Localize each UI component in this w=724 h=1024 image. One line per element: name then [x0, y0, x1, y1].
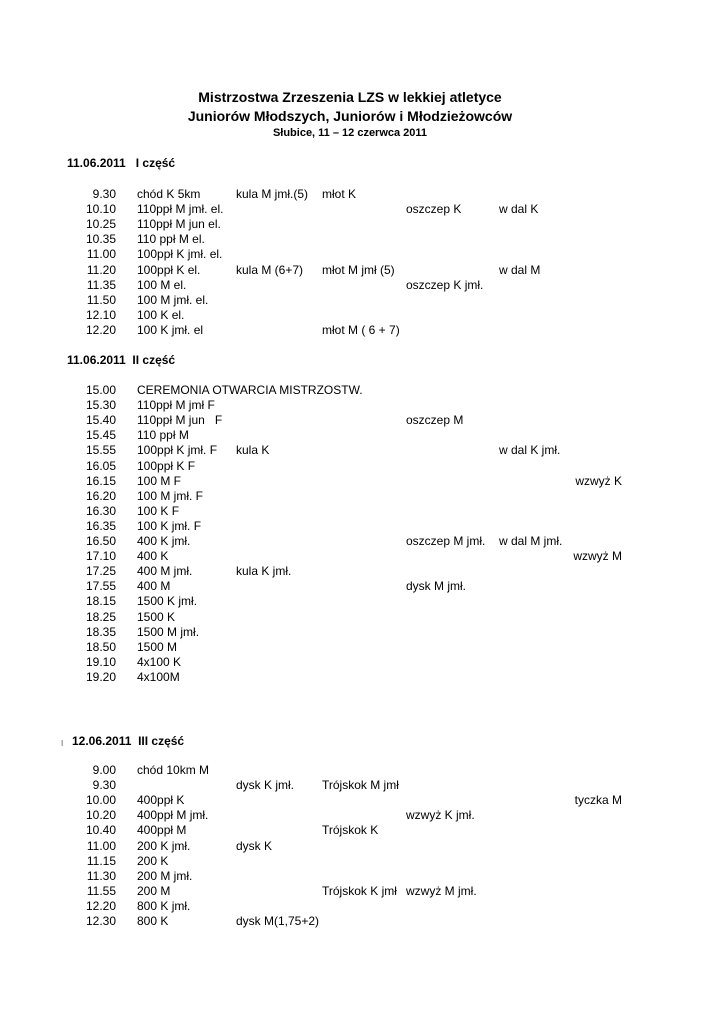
- schedule-row: [0, 413, 724, 428]
- time: 19.10: [85, 654, 116, 669]
- event-col-1: 1500 K: [137, 609, 176, 624]
- event-col-6: wzwyż M: [573, 549, 622, 564]
- schedule-row: [0, 398, 724, 413]
- event-col-2: dysk M(1,75+2): [236, 914, 320, 928]
- schedule-row: [0, 459, 724, 474]
- schedule-row: [0, 278, 724, 293]
- event-col-1: 200 M: [137, 883, 171, 898]
- event-col-2: kula M jmł.(5): [236, 187, 309, 201]
- event-col-1: CEREMONIA OTWARCIA MISTRZOSTW.: [137, 383, 363, 397]
- event-col-1: 100ppł K jmł. el.: [137, 247, 223, 262]
- event-col-1: 4x100 K: [137, 654, 182, 669]
- time: 11.15: [86, 853, 116, 868]
- event-col-1: 400ppł M jmł.: [137, 808, 209, 823]
- time: 17.55: [85, 579, 116, 594]
- event-col-1: 100 M jmł. F: [137, 488, 204, 503]
- time: 11.00: [86, 247, 116, 262]
- event-col-5: w dal K: [499, 202, 539, 217]
- time: 16.15: [85, 473, 116, 488]
- event-col-1: 100 M F: [137, 473, 182, 488]
- schedule-row: [0, 489, 724, 504]
- time: 16.20: [85, 488, 116, 503]
- section-title: 11.06.2011 I część: [67, 156, 176, 170]
- schedule-row: [0, 793, 724, 808]
- event-col-1: 100 K jmł. el: [137, 322, 204, 337]
- time: 11.30: [86, 868, 116, 883]
- event-col-4: wzwyż K jmł.: [406, 808, 475, 823]
- time: 12.30: [85, 914, 116, 928]
- event-col-2: kula K: [236, 443, 270, 458]
- time: 9.30: [92, 778, 116, 793]
- time: 16.50: [85, 534, 116, 548]
- schedule-row: [0, 823, 724, 838]
- event-col-1: 110ppł M jun F: [137, 413, 223, 428]
- event-col-1: 200 K jmł.: [137, 838, 191, 853]
- event-col-3: młot M ( 6 + 7): [322, 322, 400, 337]
- time: 15.30: [85, 398, 116, 413]
- time: 18.15: [85, 594, 116, 609]
- event-col-1: 4x100M: [137, 669, 180, 684]
- event-col-1: 400 K: [137, 549, 169, 564]
- event-col-1: 110ppł M jmł. el.: [137, 202, 224, 217]
- time: 12.10: [85, 307, 116, 322]
- schedule-row: [0, 428, 724, 443]
- schedule-row: [0, 854, 724, 869]
- time: 12.20: [85, 322, 116, 337]
- schedule-row: [0, 263, 724, 278]
- schedule-row: [0, 899, 724, 914]
- time: 11.55: [86, 883, 116, 898]
- time: 15.40: [85, 413, 116, 428]
- event-col-1: 800 K: [137, 914, 169, 928]
- time: 10.00: [85, 793, 116, 808]
- event-col-1: 400ppł M: [137, 823, 187, 838]
- schedule-row: [0, 808, 724, 823]
- event-col-3: młot M jmł (5): [322, 262, 395, 277]
- schedule-row: [0, 579, 724, 594]
- event-col-1: 100ppł K F: [137, 458, 196, 473]
- document-subtitle: Słubice, 11 – 12 czerwca 2011: [272, 127, 428, 139]
- schedule-row: [0, 217, 724, 232]
- time: 16.05: [85, 458, 116, 473]
- event-col-1: 110ppł M jun el.: [137, 217, 221, 232]
- schedule-row: [0, 474, 724, 489]
- event-col-1: 400 K jmł.: [137, 534, 191, 548]
- event-col-2: dysk K jmł.: [236, 778, 295, 793]
- event-col-1: 110ppł M jmł F: [137, 398, 215, 413]
- event-col-1: 200 M jmł.: [137, 868, 193, 883]
- time: 16.35: [85, 518, 116, 533]
- event-col-3: Trójskok K: [322, 823, 379, 838]
- time: 15.00: [85, 383, 116, 397]
- event-col-2: dysk K: [236, 838, 273, 853]
- event-col-1: 1500 K jmł.: [137, 594, 198, 609]
- event-col-1: 100ppł K jmł. F: [137, 443, 218, 458]
- schedule-row: [0, 655, 724, 670]
- event-col-5: w dal M: [499, 262, 541, 277]
- time: 10.10: [85, 202, 116, 217]
- time: 16.30: [85, 503, 116, 518]
- schedule-row: [0, 504, 724, 519]
- schedule-row: [0, 519, 724, 534]
- event-col-3: młot K: [322, 187, 357, 201]
- event-col-3: Trójskok K jmł: [322, 883, 397, 898]
- time: 15.55: [85, 443, 116, 458]
- schedule-row: [0, 763, 724, 778]
- schedule-row: [0, 187, 724, 202]
- schedule-row: [0, 778, 724, 793]
- schedule-row: [0, 549, 724, 564]
- event-col-4: oszczep M jmł.: [406, 534, 486, 548]
- schedule-row: [0, 670, 724, 685]
- schedule-row: [0, 839, 724, 854]
- schedule-row: [0, 232, 724, 247]
- event-col-1: 400 M jmł.: [137, 564, 193, 579]
- event-col-4: wzwyż M jmł.: [406, 883, 477, 898]
- event-col-1: 1500 M: [137, 639, 178, 654]
- time: 10.20: [85, 808, 116, 823]
- event-col-1: 100ppł K el.: [137, 262, 201, 277]
- time: 18.50: [85, 639, 116, 654]
- schedule-row: [0, 610, 724, 625]
- time: 18.35: [85, 624, 116, 639]
- stray-mark: I: [61, 739, 64, 748]
- event-col-1: chód K 5km: [137, 187, 201, 201]
- event-col-5: w dal M jmł.: [499, 534, 563, 548]
- event-col-6: wzwyż K: [575, 473, 622, 488]
- schedule-row: [0, 247, 724, 262]
- time: 18.25: [85, 609, 116, 624]
- event-col-1: 100 M jmł. el.: [137, 292, 209, 307]
- schedule-row: [0, 323, 724, 338]
- event-col-2: kula K jmł.: [236, 564, 292, 579]
- time: 10.40: [85, 823, 116, 838]
- time: 17.10: [85, 549, 116, 564]
- schedule-row: [0, 308, 724, 323]
- schedule-row: [0, 914, 724, 929]
- time: 11.50: [86, 292, 116, 307]
- event-col-1: 400ppł K: [137, 793, 185, 808]
- event-col-3: Trójskok M jmł: [322, 778, 399, 793]
- time: 19.20: [85, 669, 116, 684]
- time: 17.25: [85, 564, 116, 579]
- event-col-1: chód 10km M: [137, 763, 210, 777]
- schedule-row: [0, 293, 724, 308]
- event-col-1: 100 K el.: [137, 307, 185, 322]
- time: 9.00: [92, 763, 116, 777]
- schedule-row: [0, 443, 724, 458]
- time: 10.25: [85, 217, 116, 232]
- document-title-line1: Mistrzostwa Zrzeszenia LZS w lekkiej atletyce: [198, 89, 502, 105]
- event-col-1: 100 K F: [137, 503, 180, 518]
- event-col-1: 800 K jmł.: [137, 898, 191, 913]
- event-col-1: 200 K: [137, 853, 169, 868]
- schedule-row: [0, 534, 724, 549]
- schedule-row: [0, 884, 724, 899]
- event-col-6: tyczka M: [574, 793, 622, 808]
- event-col-5: w dal K jmł.: [499, 443, 561, 458]
- event-col-4: oszczep M: [406, 413, 464, 428]
- schedule-row: [0, 625, 724, 640]
- event-col-1: 100 M el.: [137, 277, 187, 292]
- time: 15.45: [85, 428, 116, 443]
- schedule-row: [0, 640, 724, 655]
- section-title: 12.06.2011 III część: [72, 734, 185, 748]
- time: 12.20: [85, 898, 116, 913]
- document-title-line2: Juniorów Młodszych, Juniorów i Młodzieżowców: [187, 108, 513, 124]
- time: 11.00: [86, 838, 116, 853]
- schedule-row: [0, 202, 724, 217]
- time: 9.30: [92, 187, 116, 201]
- event-col-4: oszczep K jmł.: [406, 277, 484, 292]
- time: 10.35: [85, 232, 116, 247]
- event-col-2: kula M (6+7): [236, 262, 304, 277]
- event-col-1: 1500 M jmł.: [137, 624, 200, 639]
- section-title: 11.06.2011 II część: [67, 353, 176, 367]
- event-col-4: dysk M jmł.: [406, 579, 466, 594]
- event-col-1: 110 ppł M: [137, 428, 189, 443]
- event-col-1: 100 K jmł. F: [137, 518, 202, 533]
- time: 11.20: [86, 262, 116, 277]
- schedule-row: [0, 564, 724, 579]
- event-col-1: 400 M: [137, 579, 171, 594]
- schedule-row: [0, 383, 724, 398]
- time: 11.35: [86, 277, 116, 292]
- schedule-row: [0, 869, 724, 884]
- event-col-4: oszczep K: [406, 202, 462, 217]
- event-col-1: 110 ppł M el.: [137, 232, 205, 247]
- schedule-row: [0, 594, 724, 609]
